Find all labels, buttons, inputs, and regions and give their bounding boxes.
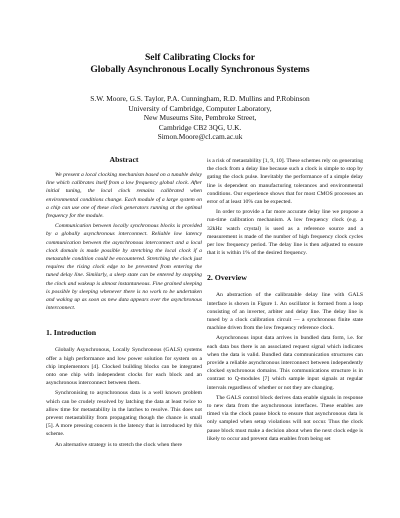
title-line-2: Globally Asynchronous Locally Synchronous Systems (90, 64, 310, 75)
author-address-1: New Museums Site, Pembroke Street, (143, 113, 257, 123)
abstract-paragraph-2: Communication between locally synchronous blocks is provided by a globally asynchronous interconnect. Reliable low latency communication between the asynchronous interconnect and a local clock domain is made possible by stretching the local clock if a metastable condition could be encountered. Stretching the clock just requires the rising clock edge to be prevented from entering the tuned delay line. Similarly, a sleep state can be entered by stopping the clock and wakeup is almost instantaneous. Fine grained sleeping is possible by sleeping whenever there is no work to be undertaken and waking up as soon as new data appears over the asynchronous interconnect. (46, 223, 202, 312)
author-address-2: Cambridge CB2 3QG, U.K. (158, 122, 242, 132)
overview-paragraph-3: The GALS control block derives data enable signals in response to new data from the asynchronous interfaces. These enables are timed via the clock pause block to ensure that asynchronous data is only sampled when setup violations will not occur. Thus the clock pause block must make a decision about when the next clock edge is likely to occur and prevent data enables from being set (207, 394, 363, 442)
abstract-heading: Abstract (109, 155, 139, 164)
paper-title (0, 52, 400, 76)
author-block (0, 94, 400, 142)
introduction-paragraph-1: Globally Asynchronous, Locally Synchronous (GALS) systems offer a high performance and low power solution for system on a chip implementors [4]. Clocked building blocks can be integrated onto one chip with independent clocks for each block and an asynchronous interconnect between them. (46, 347, 202, 387)
introduction-paragraph-3: An alternative strategy is to stretch the clock when there (55, 441, 183, 448)
left-column (46, 155, 202, 449)
right-column (207, 157, 363, 443)
introduction-paragraph-2: Synchronising to asynchronous data is a well known problem which can be crudely resolved by latching the data at least twice to allow time for metastability in the latches to resolve. This does not prevent metastability from propagating though the chance is small [5]. A more pressing concern is the latency that is introduced by this scheme. (46, 390, 202, 438)
right-paragraph-2: In order to provide a far more accurate delay line we propose a run-time calibration mechanism. A low frequency clock (e.g. a 32kHz watch crystal) is used as a reference source and a measurement is made of the number of high frequency clock cycles per low frequency period. The delay line is then adjusted to ensure that it is within 1% of the desired frequency. (207, 209, 363, 257)
abstract-paragraph-1: We present a local clocking mechanism based on a tunable delay line which calibrates itself from a low frequency global clock. After initial tuning, the local clock remains calibrated when environmental conditions change. Each module of a large system on a chip can use one of these clock generators running at the optimal frequency for the module. (46, 172, 202, 220)
author-email: Simon.Moore@cl.cam.ac.uk (157, 132, 243, 142)
author-affiliation: University of Cambridge, Computer Laboratory, (128, 103, 272, 113)
author-names: S.W. Moore, G.S. Taylor, P.A. Cunningham, R.D. Mullins and P.Robinson (90, 94, 310, 103)
introduction-heading: 1. Introduction (46, 328, 97, 338)
overview-paragraph-1: An abstraction of the calibratable delay line with GALS interface is shown in Figure 1. An oscillator is formed from a loop consisting of an inverter, arbiter and delay line. The delay line is tuned by a clock calibration circuit — a synchronous finite state machine driven from the low frequency reference clock. (207, 292, 363, 332)
right-paragraph-1: is a risk of metastability [1, 9, 10]. These schemes rely on generating the clock from a delay line because such a clock is simple to stop by gating the clock pulse. Inevitably the performance of a simple delay line is dependent on manufacturing tolerances and environmental conditions. Our experience shows that for most CMOS processes an error of at least 10% can be expected. (207, 158, 363, 206)
title-line-1: Self Calibrating Clocks for (144, 52, 256, 63)
overview-paragraph-2: Asynchronous input data arrives in bundled data form, i.e. for each data bus there is an associated request signal which indicates when the data is valid. Bundled data communication structures can provide a reliable asynchronous interconnect between independently clocked synchronous domains. This communications structure is in contrast to Q-modules [7] which sample input signals at regular intervals regardless of whether or not they are changing. (207, 335, 363, 391)
overview-heading: 2. Overview (207, 273, 247, 283)
